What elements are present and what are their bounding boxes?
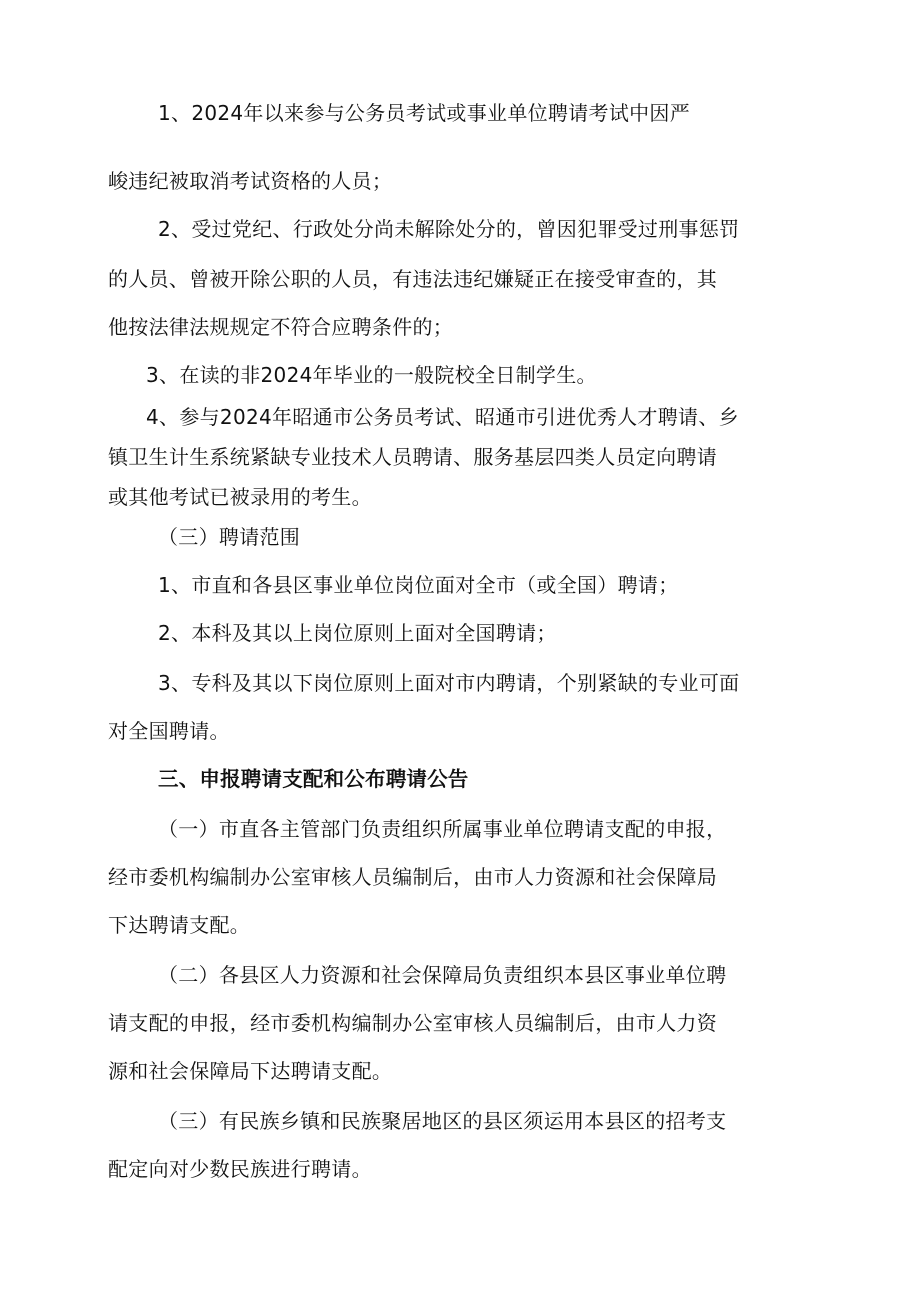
paragraph-line: 下达聘请支配。: [108, 913, 251, 937]
paragraph-line: 经市委机构编制办公室审核人员编制后，由市人力资源和社会保障局: [108, 865, 717, 889]
paragraph-line: 镇卫生计生系统紧缺专业技术人员聘请、服务基层四类人员定向聘请: [108, 445, 717, 469]
section-heading: 三、申报聘请支配和公布聘请公告: [158, 767, 469, 791]
paragraph-line: 他按法律法规规定不符合应聘条件的；: [108, 315, 454, 339]
paragraph-line: 或其他考试已被录用的考生。: [108, 485, 372, 509]
section-subheading: （三）聘请范围: [158, 525, 301, 549]
paragraph-line: 2、本科及其以上岗位原则上面对全国聘请；: [158, 621, 557, 645]
paragraph-line: 对全国聘请。: [108, 719, 230, 743]
paragraph-line: 的人员、曾被开除公职的人员，有违法违纪嫌疑正在接受审查的，其: [108, 267, 717, 291]
paragraph-line: （二）各县区人力资源和社会保障局负责组织本县区事业单位聘: [158, 963, 727, 987]
paragraph-line: 3、专科及其以下岗位原则上面对市内聘请，个别紧缺的专业可面: [158, 671, 740, 695]
paragraph-line: 峻违纪被取消考试资格的人员；: [108, 169, 393, 193]
paragraph-line: 3、在读的非2024年毕业的一般院校全日制学生。: [146, 363, 597, 387]
paragraph-line: 4、参与2024年昭通市公务员考试、昭通市引进优秀人才聘请、乡: [146, 405, 739, 429]
paragraph-line: 1、市直和各县区事业单位岗位面对全市（或全国）聘请；: [158, 573, 679, 597]
paragraph-line: （一）市直各主管部门负责组织所属事业单位聘请支配的申报，: [158, 817, 727, 841]
paragraph-line: 配定向对少数民族进行聘请。: [108, 1157, 372, 1181]
paragraph-line: （三）有民族乡镇和民族聚居地区的县区须运用本县区的招考支: [158, 1109, 727, 1133]
paragraph-line: 源和社会保障局下达聘请支配。: [108, 1059, 393, 1083]
paragraph-line: 1、2024年以来参与公务员考试或事业单位聘请考试中因严: [158, 101, 691, 125]
paragraph-line: 请支配的申报，经市委机构编制办公室审核人员编制后，由市人力资: [108, 1011, 717, 1035]
paragraph-line: 2、受过党纪、行政处分尚未解除处分的，曾因犯罪受过刑事惩罚: [158, 217, 740, 241]
